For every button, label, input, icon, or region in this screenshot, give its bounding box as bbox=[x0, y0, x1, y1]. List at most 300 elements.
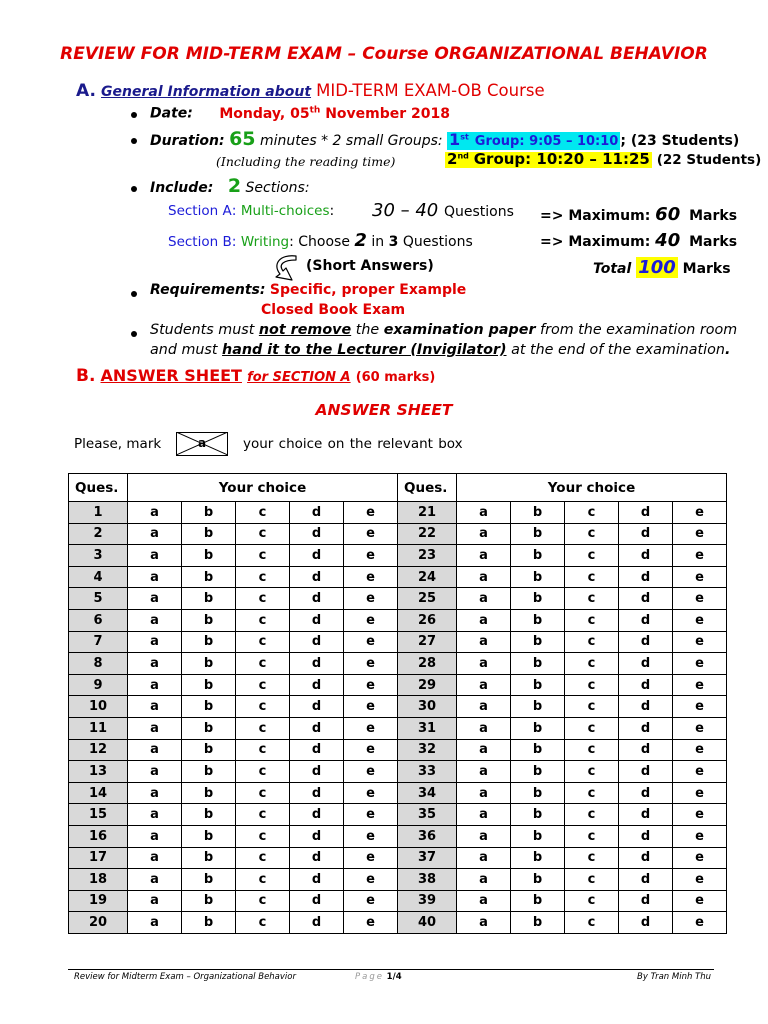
choice-box[interactable]: e bbox=[344, 653, 398, 675]
question-number: 20 bbox=[69, 912, 128, 934]
choice-box[interactable]: e bbox=[344, 782, 398, 804]
include-text: Sections: bbox=[245, 180, 310, 196]
choice-box[interactable]: d bbox=[290, 545, 344, 567]
choice-box[interactable]: b bbox=[182, 545, 236, 567]
mark-example-box bbox=[176, 432, 228, 456]
choice-box[interactable]: e bbox=[673, 588, 727, 610]
answer-sheet-title: ANSWER SHEET bbox=[315, 401, 453, 419]
choice-box[interactable]: a bbox=[457, 523, 511, 545]
choice-box[interactable]: e bbox=[673, 674, 727, 696]
choice-box[interactable]: d bbox=[619, 545, 673, 567]
rule-line-1: Students must not remove the examination paper from the examination room bbox=[150, 322, 738, 338]
choice-box[interactable]: d bbox=[619, 717, 673, 739]
choice-box[interactable]: d bbox=[290, 912, 344, 934]
choice-box[interactable]: d bbox=[290, 804, 344, 826]
date-value: Monday, 05 bbox=[219, 105, 310, 122]
choice-box[interactable]: d bbox=[619, 502, 673, 524]
choice-box[interactable]: d bbox=[619, 912, 673, 934]
choice-box[interactable]: e bbox=[673, 912, 727, 934]
choice-box[interactable]: d bbox=[290, 523, 344, 545]
choice-box[interactable]: b bbox=[511, 717, 565, 739]
choice-box[interactable]: a bbox=[128, 609, 182, 631]
choice-box[interactable]: e bbox=[673, 782, 727, 804]
choice-box[interactable]: d bbox=[290, 653, 344, 675]
question-number: 38 bbox=[398, 869, 457, 891]
choice-box[interactable]: e bbox=[673, 631, 727, 653]
choice-box[interactable]: c bbox=[236, 502, 290, 524]
question-number: 40 bbox=[398, 912, 457, 934]
choice-box[interactable]: a bbox=[128, 847, 182, 869]
choice-box[interactable]: e bbox=[344, 566, 398, 588]
date-label: Date bbox=[150, 105, 188, 122]
choice-box[interactable]: c bbox=[565, 912, 619, 934]
choice-box[interactable]: e bbox=[673, 825, 727, 847]
choice-box[interactable]: e bbox=[673, 869, 727, 891]
include-line: Include: 2 Sections: bbox=[150, 175, 310, 197]
choice-box[interactable]: b bbox=[182, 523, 236, 545]
choice-box[interactable]: b bbox=[511, 674, 565, 696]
group2-line: 2nd Group: 10:20 – 11:25 (22 Students) bbox=[447, 150, 762, 168]
table-row bbox=[69, 761, 727, 783]
section-b-heading-title: ANSWER SHEET bbox=[100, 366, 242, 385]
choice-box[interactable]: a bbox=[457, 674, 511, 696]
question-number: 13 bbox=[69, 761, 128, 783]
choice-box[interactable]: a bbox=[128, 869, 182, 891]
choice-box[interactable]: d bbox=[290, 890, 344, 912]
choice-box[interactable]: d bbox=[619, 869, 673, 891]
section-b-line: Section B: Writing: Choose 2 in 3 Questions bbox=[168, 230, 473, 251]
choice-box[interactable]: d bbox=[290, 739, 344, 761]
section-b-heading bbox=[76, 366, 435, 386]
choice-box[interactable]: d bbox=[619, 782, 673, 804]
choice-box[interactable]: e bbox=[344, 523, 398, 545]
choice-box[interactable]: c bbox=[565, 609, 619, 631]
question-number: 27 bbox=[398, 631, 457, 653]
group1-num: 1 bbox=[449, 130, 461, 149]
total-line: Total 100 Marks bbox=[593, 257, 731, 278]
choice-box[interactable]: d bbox=[619, 890, 673, 912]
choice-box[interactable]: a bbox=[128, 739, 182, 761]
choice-box[interactable]: b bbox=[182, 588, 236, 610]
choice-box[interactable]: c bbox=[565, 782, 619, 804]
choice-box[interactable]: d bbox=[290, 588, 344, 610]
choice-box[interactable]: c bbox=[236, 847, 290, 869]
choice-box[interactable]: d bbox=[290, 782, 344, 804]
table-row bbox=[69, 869, 727, 891]
col-choice-right: Your choice bbox=[457, 474, 727, 502]
choice-box[interactable]: e bbox=[673, 890, 727, 912]
choice-box[interactable]: b bbox=[182, 653, 236, 675]
choice-box[interactable]: c bbox=[565, 588, 619, 610]
table-row bbox=[69, 890, 727, 912]
choice-box[interactable]: b bbox=[182, 847, 236, 869]
choice-box[interactable]: d bbox=[619, 588, 673, 610]
choice-box[interactable]: c bbox=[236, 717, 290, 739]
choice-box[interactable]: e bbox=[673, 761, 727, 783]
question-number: 11 bbox=[69, 717, 128, 739]
choice-box[interactable]: b bbox=[182, 782, 236, 804]
choice-box[interactable]: e bbox=[673, 739, 727, 761]
choice-box[interactable]: c bbox=[565, 825, 619, 847]
choice-box[interactable]: a bbox=[128, 890, 182, 912]
bullet-icon bbox=[131, 138, 137, 144]
choice-box[interactable]: c bbox=[236, 566, 290, 588]
choice-box[interactable]: d bbox=[290, 502, 344, 524]
choice-box[interactable]: e bbox=[344, 717, 398, 739]
table-row bbox=[69, 631, 727, 653]
section-b-max: => Maximum: 40 Marks bbox=[540, 230, 738, 251]
question-number: 7 bbox=[69, 631, 128, 653]
choice-box[interactable]: b bbox=[511, 825, 565, 847]
choice-box[interactable]: e bbox=[673, 523, 727, 545]
choice-box[interactable]: a bbox=[128, 696, 182, 718]
choice-box[interactable]: e bbox=[344, 804, 398, 826]
choice-box[interactable]: e bbox=[344, 609, 398, 631]
question-number: 14 bbox=[69, 782, 128, 804]
choice-box[interactable]: e bbox=[673, 696, 727, 718]
choice-box[interactable]: c bbox=[565, 674, 619, 696]
choice-box[interactable]: c bbox=[236, 631, 290, 653]
choice-box[interactable]: a bbox=[128, 912, 182, 934]
choice-box[interactable]: d bbox=[619, 653, 673, 675]
choice-box[interactable]: e bbox=[344, 696, 398, 718]
choice-box[interactable]: a bbox=[457, 653, 511, 675]
choice-box[interactable]: b bbox=[511, 609, 565, 631]
choice-box[interactable]: b bbox=[511, 523, 565, 545]
question-number: 22 bbox=[398, 523, 457, 545]
choice-box[interactable]: a bbox=[128, 653, 182, 675]
section-b-type: Writing bbox=[240, 234, 290, 250]
table-row bbox=[69, 717, 727, 739]
bullet-icon bbox=[131, 186, 137, 192]
choice-box[interactable]: e bbox=[344, 825, 398, 847]
choice-box[interactable]: c bbox=[565, 869, 619, 891]
duration-line: Duration: 65 minutes * 2 small Groups: 1st Group: 9:05 – 10:10 ; (23 Students) bbox=[150, 128, 740, 150]
choice-box[interactable]: a bbox=[457, 631, 511, 653]
group2-num: 2 bbox=[447, 150, 458, 168]
choice-box[interactable]: d bbox=[619, 674, 673, 696]
choice-box[interactable]: c bbox=[236, 609, 290, 631]
choice-box[interactable]: a bbox=[457, 717, 511, 739]
choice-box[interactable]: d bbox=[290, 566, 344, 588]
choice-box[interactable]: e bbox=[344, 739, 398, 761]
choice-box[interactable]: e bbox=[344, 674, 398, 696]
requirements-label: Requirements bbox=[150, 282, 260, 298]
choice-box[interactable]: c bbox=[565, 523, 619, 545]
question-number: 17 bbox=[69, 847, 128, 869]
bullet-icon bbox=[131, 291, 137, 297]
instruction-pre: Please, mark bbox=[74, 436, 162, 452]
choice-box[interactable]: e bbox=[673, 847, 727, 869]
choice-box[interactable]: d bbox=[290, 717, 344, 739]
choice-box[interactable]: e bbox=[344, 912, 398, 934]
choice-box[interactable]: e bbox=[344, 847, 398, 869]
choice-box[interactable]: d bbox=[619, 847, 673, 869]
choice-box[interactable]: a bbox=[457, 869, 511, 891]
choice-box[interactable]: a bbox=[457, 847, 511, 869]
choice-box[interactable]: b bbox=[511, 653, 565, 675]
choice-box[interactable]: c bbox=[236, 674, 290, 696]
col-ques-left: Ques. bbox=[69, 474, 128, 502]
section-a-line: Section A: Multi-choices: bbox=[168, 203, 335, 219]
choice-box[interactable]: a bbox=[457, 566, 511, 588]
choice-box[interactable]: c bbox=[236, 912, 290, 934]
choice-box[interactable]: b bbox=[182, 804, 236, 826]
choice-box[interactable]: c bbox=[236, 890, 290, 912]
choice-box[interactable]: c bbox=[236, 523, 290, 545]
choice-box[interactable]: b bbox=[511, 566, 565, 588]
table-row bbox=[69, 912, 727, 934]
choice-box[interactable]: e bbox=[673, 717, 727, 739]
choice-box[interactable]: e bbox=[673, 609, 727, 631]
choice-box[interactable]: d bbox=[619, 804, 673, 826]
choice-box[interactable]: d bbox=[619, 609, 673, 631]
question-number: 3 bbox=[69, 545, 128, 567]
choice-box[interactable]: d bbox=[619, 825, 673, 847]
table-row bbox=[69, 804, 727, 826]
choice-box[interactable]: d bbox=[290, 609, 344, 631]
choice-box[interactable]: e bbox=[344, 502, 398, 524]
choice-box[interactable]: b bbox=[182, 717, 236, 739]
requirements-value-1: Specific, proper Example bbox=[269, 282, 467, 298]
choice-box[interactable]: a bbox=[457, 912, 511, 934]
choice-box[interactable]: a bbox=[128, 523, 182, 545]
question-number: 25 bbox=[398, 588, 457, 610]
group1-time: Group: 9:05 – 10:10 bbox=[474, 134, 619, 149]
choice-box[interactable]: e bbox=[344, 545, 398, 567]
bullet-icon bbox=[131, 331, 137, 337]
choice-box[interactable]: a bbox=[128, 804, 182, 826]
choice-box[interactable]: d bbox=[290, 847, 344, 869]
choice-box[interactable]: d bbox=[619, 761, 673, 783]
choice-box[interactable]: a bbox=[457, 696, 511, 718]
choice-box[interactable]: c bbox=[236, 696, 290, 718]
table-row bbox=[69, 696, 727, 718]
section-b-letter: B. bbox=[76, 366, 96, 386]
choice-box[interactable]: b bbox=[511, 869, 565, 891]
choice-box[interactable]: a bbox=[457, 761, 511, 783]
footer-right: By Tran Minh Thu bbox=[637, 972, 712, 982]
choice-box[interactable]: c bbox=[565, 739, 619, 761]
choice-box[interactable]: b bbox=[511, 739, 565, 761]
choice-box[interactable]: a bbox=[128, 782, 182, 804]
choice-box[interactable]: b bbox=[511, 804, 565, 826]
choice-box[interactable]: a bbox=[457, 545, 511, 567]
choice-box[interactable]: c bbox=[565, 653, 619, 675]
footer-rule bbox=[68, 969, 714, 970]
choice-box[interactable]: c bbox=[565, 890, 619, 912]
table-row bbox=[69, 782, 727, 804]
choice-box[interactable]: b bbox=[182, 869, 236, 891]
question-number: 36 bbox=[398, 825, 457, 847]
choice-box[interactable]: b bbox=[182, 566, 236, 588]
question-number: 10 bbox=[69, 696, 128, 718]
choice-box[interactable]: e bbox=[673, 653, 727, 675]
choice-box[interactable]: c bbox=[565, 761, 619, 783]
choice-box[interactable]: a bbox=[457, 825, 511, 847]
choice-box[interactable]: c bbox=[565, 502, 619, 524]
reading-note: (Including the reading time) bbox=[216, 154, 396, 169]
choice-box[interactable]: c bbox=[236, 825, 290, 847]
choice-box[interactable]: c bbox=[236, 545, 290, 567]
choice-box[interactable]: b bbox=[511, 502, 565, 524]
choice-box[interactable]: c bbox=[565, 847, 619, 869]
choice-box[interactable]: c bbox=[565, 566, 619, 588]
requirements-line: Requirements: Specific, proper Example bbox=[150, 282, 467, 298]
choice-box[interactable]: b bbox=[511, 761, 565, 783]
section-a-heading bbox=[76, 81, 545, 101]
choice-box[interactable]: a bbox=[128, 674, 182, 696]
choice-box[interactable]: a bbox=[128, 761, 182, 783]
choice-box[interactable]: a bbox=[457, 804, 511, 826]
choice-box[interactable]: a bbox=[457, 588, 511, 610]
choice-box[interactable]: a bbox=[457, 782, 511, 804]
instruction-post: your choice on the relevant box bbox=[243, 436, 463, 452]
choice-box[interactable]: a bbox=[128, 566, 182, 588]
choice-box[interactable]: e bbox=[673, 804, 727, 826]
choice-box[interactable]: e bbox=[344, 631, 398, 653]
question-number: 35 bbox=[398, 804, 457, 826]
group2-time: Group: 10:20 – 11:25 bbox=[473, 150, 650, 168]
question-number: 33 bbox=[398, 761, 457, 783]
question-number: 1 bbox=[69, 502, 128, 524]
question-number: 21 bbox=[398, 502, 457, 524]
question-number: 18 bbox=[69, 869, 128, 891]
choice-box[interactable]: d bbox=[290, 674, 344, 696]
choice-box[interactable]: e bbox=[344, 869, 398, 891]
section-a-max: => Maximum: 60 Marks bbox=[540, 204, 738, 225]
choice-box[interactable]: c bbox=[565, 717, 619, 739]
choice-box[interactable]: a bbox=[128, 588, 182, 610]
curved-arrow-icon bbox=[268, 250, 304, 286]
question-number: 30 bbox=[398, 696, 457, 718]
question-number: 4 bbox=[69, 566, 128, 588]
section-a-label: Section A bbox=[168, 203, 232, 219]
answer-table bbox=[68, 473, 727, 934]
question-number: 15 bbox=[69, 804, 128, 826]
choice-box[interactable]: a bbox=[457, 739, 511, 761]
choice-box[interactable]: b bbox=[182, 825, 236, 847]
section-a-heading-course: MID-TERM EXAM-OB Course bbox=[316, 81, 545, 100]
table-row bbox=[69, 653, 727, 675]
duration-label: Duration bbox=[150, 133, 220, 149]
choice-box[interactable]: e bbox=[344, 890, 398, 912]
choice-box[interactable]: b bbox=[511, 782, 565, 804]
choice-box[interactable]: b bbox=[511, 631, 565, 653]
question-number: 8 bbox=[69, 653, 128, 675]
choice-box[interactable]: d bbox=[619, 739, 673, 761]
group2-students: (22 Students) bbox=[656, 152, 762, 168]
requirements-value-2: Closed Book Exam bbox=[261, 302, 406, 318]
choice-box[interactable]: a bbox=[128, 545, 182, 567]
table-row bbox=[69, 523, 727, 545]
choice-box[interactable]: d bbox=[619, 523, 673, 545]
choice-box[interactable]: c bbox=[236, 653, 290, 675]
choice-box[interactable]: a bbox=[457, 890, 511, 912]
choice-box[interactable]: b bbox=[182, 912, 236, 934]
choice-box[interactable]: a bbox=[128, 717, 182, 739]
choice-box[interactable]: e bbox=[673, 502, 727, 524]
choice-box[interactable]: c bbox=[236, 869, 290, 891]
choice-box[interactable]: c bbox=[565, 631, 619, 653]
choice-box[interactable]: b bbox=[182, 890, 236, 912]
choice-box[interactable]: d bbox=[619, 566, 673, 588]
choice-box[interactable]: b bbox=[182, 739, 236, 761]
duration-minutes: 65 bbox=[229, 128, 256, 150]
choice-box[interactable]: b bbox=[182, 609, 236, 631]
choice-box[interactable]: b bbox=[182, 631, 236, 653]
question-number: 9 bbox=[69, 674, 128, 696]
choice-box[interactable]: a bbox=[457, 609, 511, 631]
date-line: Date: Monday, 05th November 2018 bbox=[150, 105, 451, 122]
choice-box[interactable]: c bbox=[236, 588, 290, 610]
footer-page: Page 1/4 bbox=[355, 972, 402, 982]
choice-box[interactable]: b bbox=[511, 890, 565, 912]
short-answers: (Short Answers) bbox=[306, 258, 434, 274]
choice-box[interactable]: a bbox=[128, 502, 182, 524]
choice-box[interactable]: b bbox=[511, 588, 565, 610]
choice-box[interactable]: c bbox=[236, 804, 290, 826]
question-number: 39 bbox=[398, 890, 457, 912]
choice-box[interactable]: a bbox=[457, 502, 511, 524]
choice-box[interactable]: d bbox=[290, 761, 344, 783]
section-a-type: Multi-choices bbox=[240, 203, 330, 219]
choice-box[interactable]: c bbox=[236, 761, 290, 783]
question-number: 28 bbox=[398, 653, 457, 675]
choice-box[interactable]: b bbox=[511, 545, 565, 567]
answer-table-header bbox=[69, 474, 727, 502]
section-b-heading-marks: (60 marks) bbox=[355, 370, 436, 385]
table-row bbox=[69, 739, 727, 761]
choice-box[interactable]: e bbox=[673, 545, 727, 567]
choice-box[interactable]: d bbox=[290, 696, 344, 718]
include-label: Include bbox=[150, 180, 208, 196]
choice-box[interactable]: d bbox=[290, 825, 344, 847]
question-number: 37 bbox=[398, 847, 457, 869]
choice-box[interactable]: d bbox=[290, 869, 344, 891]
bullet-icon bbox=[131, 112, 137, 118]
choice-box[interactable]: b bbox=[182, 502, 236, 524]
choice-box[interactable]: d bbox=[619, 631, 673, 653]
question-number: 19 bbox=[69, 890, 128, 912]
choice-box[interactable]: c bbox=[236, 739, 290, 761]
section-b-heading-for: for SECTION A bbox=[247, 370, 351, 385]
include-count: 2 bbox=[227, 175, 242, 197]
table-row bbox=[69, 566, 727, 588]
choice-box[interactable]: b bbox=[182, 761, 236, 783]
choice-box[interactable]: c bbox=[236, 782, 290, 804]
choice-box[interactable]: d bbox=[290, 631, 344, 653]
choice-box[interactable]: b bbox=[511, 847, 565, 869]
table-row bbox=[69, 847, 727, 869]
choice-box[interactable]: a bbox=[128, 825, 182, 847]
question-number: 5 bbox=[69, 588, 128, 610]
choice-box[interactable]: e bbox=[673, 566, 727, 588]
duration-text: minutes * 2 small Groups: bbox=[259, 133, 443, 149]
choice-box[interactable]: e bbox=[344, 588, 398, 610]
choice-box[interactable]: d bbox=[619, 696, 673, 718]
choice-box[interactable]: c bbox=[565, 545, 619, 567]
choice-box[interactable]: b bbox=[511, 912, 565, 934]
choice-box[interactable]: a bbox=[128, 631, 182, 653]
table-row bbox=[69, 674, 727, 696]
choice-box[interactable]: c bbox=[565, 804, 619, 826]
choice-box[interactable]: b bbox=[182, 696, 236, 718]
choice-box[interactable]: e bbox=[344, 761, 398, 783]
choice-box[interactable]: c bbox=[565, 696, 619, 718]
choice-box[interactable]: b bbox=[182, 674, 236, 696]
choice-box[interactable]: b bbox=[511, 696, 565, 718]
